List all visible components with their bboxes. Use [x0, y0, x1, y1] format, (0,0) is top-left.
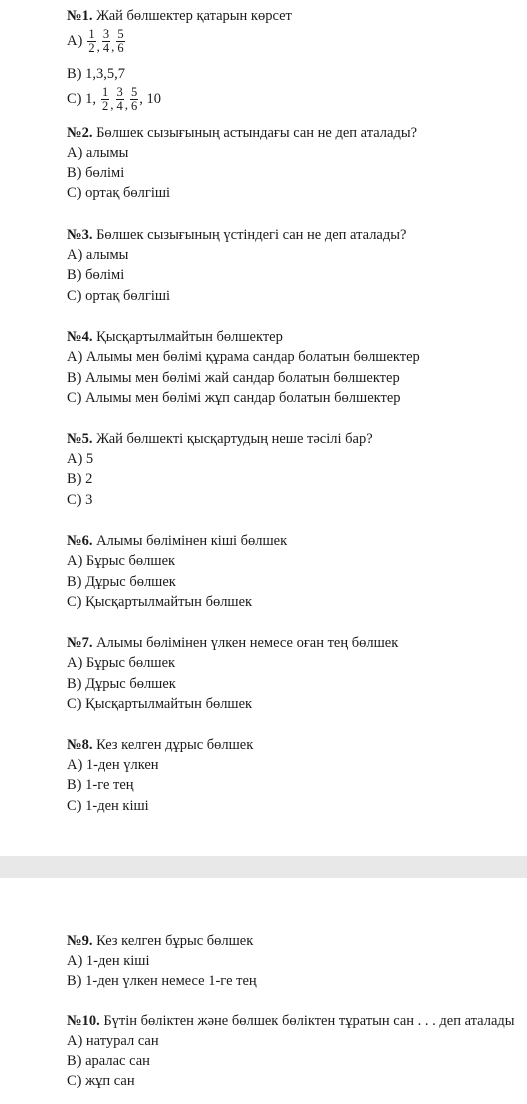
question-number: №5.	[67, 431, 93, 447]
question-1	[67, 7, 292, 25]
question-text: Жай бөлшектер қатарын көрсет	[92, 8, 292, 24]
option-tail: , 10	[139, 91, 161, 107]
question-number: №3.	[67, 227, 93, 243]
question-7	[67, 634, 398, 652]
q3-option-a: A) алымы	[67, 247, 129, 263]
fraction: $\frac{5}{6}$	[131, 85, 138, 113]
page-2	[0, 878, 527, 1104]
q9-option-a: A) 1-ден кіші	[67, 953, 150, 969]
comma: ,	[124, 96, 128, 112]
page-separator	[0, 856, 527, 878]
question-number: №6.	[67, 533, 93, 549]
question-number: №7.	[67, 635, 93, 651]
question-text: Кез келген бұрыс бөлшек	[92, 933, 254, 949]
question-number: №4.	[67, 329, 93, 345]
question-text: Кез келген дұрыс бөлшек	[92, 737, 254, 753]
q2-option-a: A) алымы	[67, 145, 129, 161]
question-2	[67, 124, 417, 142]
q3-option-b: B) бөлімі	[67, 267, 125, 283]
q8-option-b: B) 1-ге тең	[67, 777, 134, 793]
option-label: C) 1,	[67, 91, 96, 107]
q5-option-b: B) 2	[67, 471, 93, 487]
q6-option-a: A) Бұрыс бөлшек	[67, 553, 176, 569]
fraction: $\frac{5}{6}$	[117, 27, 124, 55]
question-text: Бөлшек сызығының үстіндегі сан не деп аталады?	[92, 227, 407, 243]
q7-option-a: A) Бұрыс бөлшек	[67, 655, 176, 671]
q4-option-a: A) Алымы мен бөлімі құрама сандар болатын бөлшектер	[67, 349, 420, 365]
comma: ,	[96, 38, 100, 54]
q4-option-b: B) Алымы мен бөлімі жай сандар болатын бөлшектер	[67, 370, 400, 386]
option-label: A)	[67, 33, 83, 49]
q5-option-c: C) 3	[67, 492, 93, 508]
question-number: №1.	[67, 8, 93, 24]
question-text: Алымы бөлімінен кіші бөлшек	[92, 533, 288, 549]
q10-option-b: B) аралас сан	[67, 1053, 150, 1069]
q10-option-a: A) натурал сан	[67, 1033, 159, 1049]
question-9	[67, 932, 253, 950]
question-4	[67, 328, 283, 346]
question-text: Алымы бөлімінен үлкен немесе оған тең бөлшек	[92, 635, 399, 651]
question-number: №2.	[67, 125, 93, 141]
q7-option-b: B) Дұрыс бөлшек	[67, 676, 176, 692]
q2-option-b: B) бөлімі	[67, 165, 125, 181]
q10-option-c: C) жұп сан	[67, 1073, 135, 1089]
question-8	[67, 736, 253, 754]
question-text: Қысқартылмайтын бөлшектер	[92, 329, 283, 345]
q1-option-c	[67, 86, 161, 113]
question-3	[67, 226, 406, 244]
question-text: Бөлшек сызығының астындағы сан не деп аталады?	[92, 125, 418, 141]
fraction: $\frac{3}{4}$	[116, 85, 123, 113]
question-text: Бүтін бөліктен және бөлшек бөліктен тұратын сан . . . деп аталады	[99, 1013, 515, 1029]
q8-option-c: C) 1-ден кіші	[67, 798, 149, 814]
question-10	[67, 1012, 515, 1030]
fraction: $\frac{1}{2}$	[102, 85, 109, 113]
q4-option-c: C) Алымы мен бөлімі жұп сандар болатын бөлшектер	[67, 390, 401, 406]
fraction: $\frac{1}{2}$	[88, 27, 95, 55]
comma: ,	[111, 38, 115, 54]
question-number: №10.	[67, 1013, 100, 1029]
q6-option-c: C) Қысқартылмайтын бөлшек	[67, 594, 253, 610]
q9-option-b: B) 1-ден үлкен немесе 1-ге тең	[67, 973, 257, 989]
question-text: Жай бөлшекті қысқартудың неше тәсілі бар?	[92, 431, 373, 447]
q1-option-b: B) 1,3,5,7	[67, 66, 125, 82]
question-number: №9.	[67, 933, 93, 949]
q5-option-a: A) 5	[67, 451, 94, 467]
question-number: №8.	[67, 737, 93, 753]
question-6	[67, 532, 287, 550]
fraction: $\frac{3}{4}$	[102, 27, 110, 55]
comma: ,	[110, 96, 114, 112]
q7-option-c: C) Қысқартылмайтын бөлшек	[67, 696, 253, 712]
q3-option-c: C) ортақ бөлгіші	[67, 288, 171, 304]
q8-option-a: A) 1-ден үлкен	[67, 757, 159, 773]
q1-option-a	[67, 28, 126, 55]
q2-option-c: C) ортақ бөлгіші	[67, 185, 171, 201]
question-5	[67, 430, 373, 448]
q6-option-b: B) Дұрыс бөлшек	[67, 574, 176, 590]
